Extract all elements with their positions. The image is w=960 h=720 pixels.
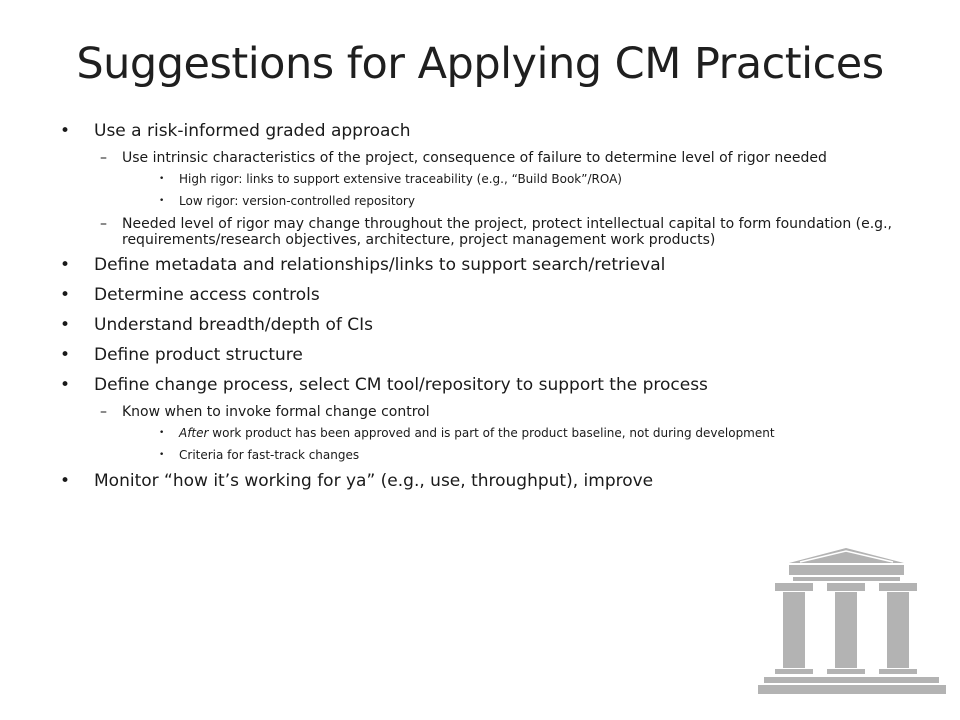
sub-sub-bullet-text: High rigor: links to support extensive traceability (e.g., “Build Book”/ROA) xyxy=(179,172,622,186)
bullet-text: Determine access controls xyxy=(94,285,320,305)
bullet-list xyxy=(58,120,908,500)
sub-bullet-text: Know when to invoke formal change control xyxy=(122,404,430,420)
sub-sub-bullet-text: Criteria for fast-track changes xyxy=(179,448,360,462)
sub-sub-bullet-text: work product has been approved and is part of the product baseline, not during development xyxy=(208,426,775,440)
bullet-text: Define product structure xyxy=(94,345,303,365)
sub-sub-bullet-item xyxy=(58,426,908,441)
bullet-symbol: • xyxy=(159,196,165,206)
sub-sub-bullet-text: Low rigor: version-controlled repository xyxy=(179,194,415,208)
bullet-text: Use a risk-informed graded approach xyxy=(94,121,411,141)
sub-bullet-item xyxy=(58,404,908,420)
sub-sub-bullet-item xyxy=(58,194,908,209)
bullet-symbol: • xyxy=(60,375,71,395)
sub-bullet-item xyxy=(58,150,908,166)
sub-sub-bullet-item xyxy=(58,448,908,463)
bullet-item xyxy=(58,314,908,336)
bullet-text: Understand breadth/depth of CIs xyxy=(94,315,374,335)
bullet-symbol: • xyxy=(159,450,165,460)
bullet-text: Define metadata and relationships/links to support search/retrieval xyxy=(94,255,666,275)
bullet-symbol: • xyxy=(60,255,71,275)
emphasis-text: After xyxy=(179,426,209,440)
bullet-text: Monitor “how it’s working for ya” (e.g., use, throughput), improve xyxy=(94,471,654,491)
sub-sub-bullet-item xyxy=(58,172,908,187)
sub-bullet-text: Use intrinsic characteristics of the project, consequence of failure to determine level of rigor needed xyxy=(122,150,827,166)
bullet-symbol: • xyxy=(60,471,71,491)
bullet-item xyxy=(58,120,908,142)
bullet-item xyxy=(58,344,908,366)
bullet-symbol: • xyxy=(60,345,71,365)
bullet-text: Define change process, select CM tool/repository to support the process xyxy=(94,375,708,395)
bullet-item xyxy=(58,374,908,396)
dash-symbol: – xyxy=(100,404,107,420)
bullet-symbol: • xyxy=(60,315,71,335)
bullet-symbol: • xyxy=(60,121,71,141)
sub-bullet-text: Needed level of rigor may change throughout the project, protect intellectual capital to form foundation (e.g., requirements/research objectives, architecture, project management work products) xyxy=(122,216,892,248)
sub-bullet-item xyxy=(58,216,908,248)
bullet-item xyxy=(58,254,908,276)
dash-symbol: – xyxy=(100,216,107,232)
bullet-symbol: • xyxy=(159,428,165,438)
building-columns-icon xyxy=(756,545,950,697)
bullet-symbol: • xyxy=(159,174,165,184)
slide-title: Suggestions for Applying CM Practices xyxy=(76,39,884,89)
bullet-symbol: • xyxy=(60,285,71,305)
bullet-item xyxy=(58,284,908,306)
bullet-item xyxy=(58,470,908,492)
dash-symbol: – xyxy=(100,150,107,166)
